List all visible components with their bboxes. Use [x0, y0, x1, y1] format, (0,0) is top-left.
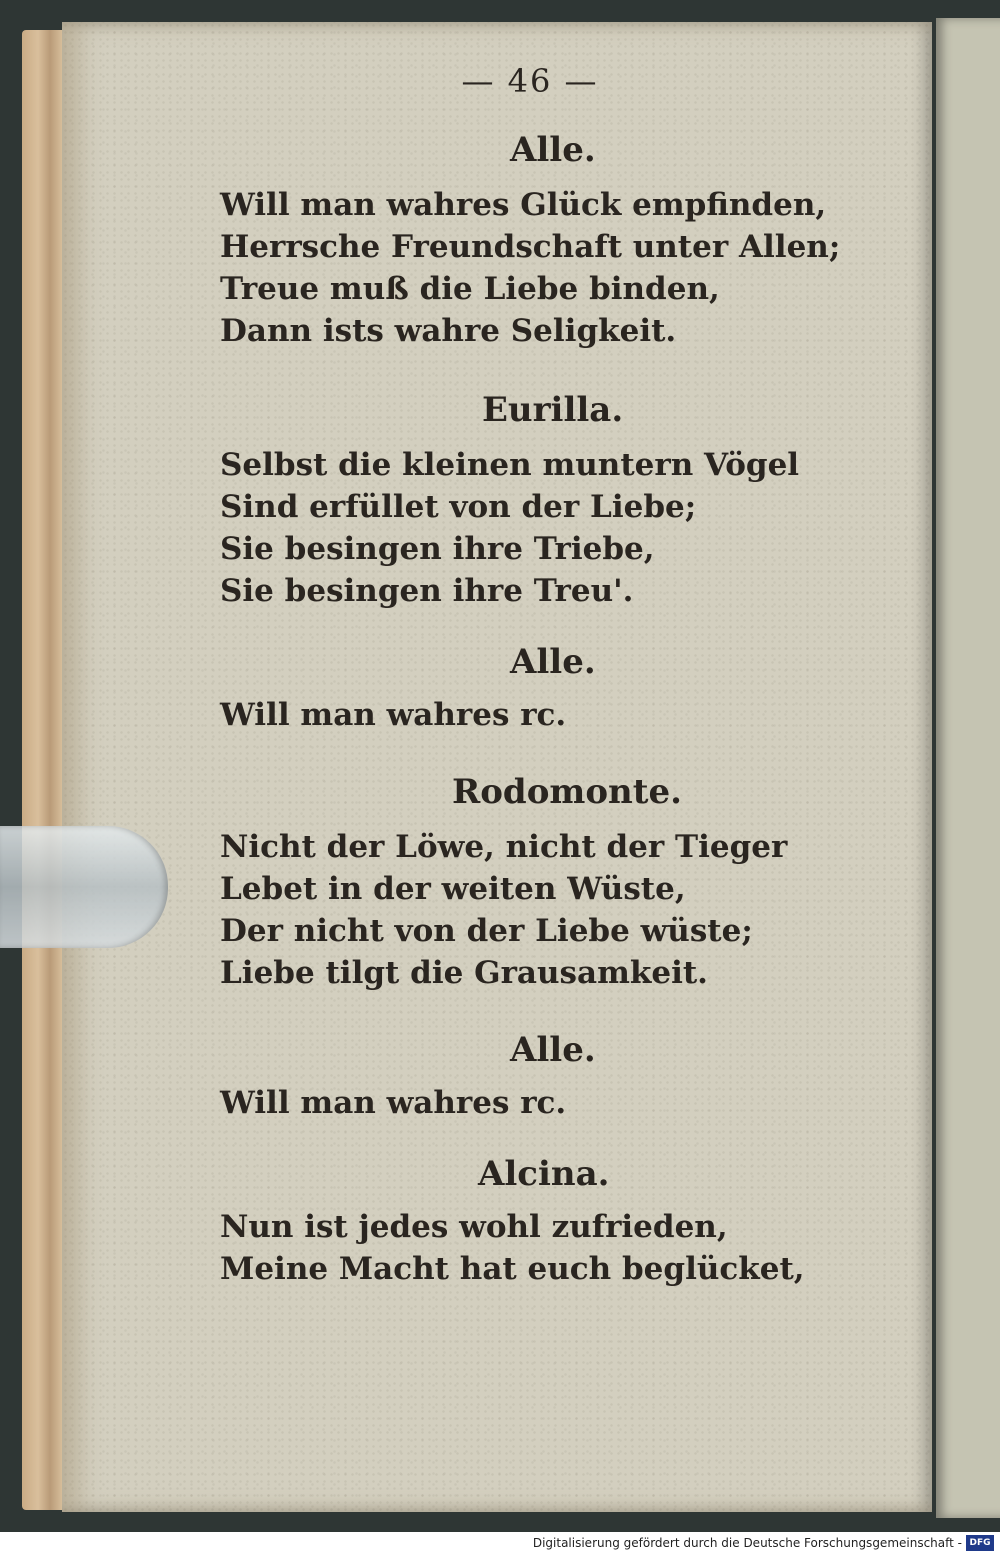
page-clip: [0, 826, 168, 948]
speaker-name: Alle.: [510, 1030, 596, 1070]
verse-line: Sie besingen ihre Treu'.: [220, 573, 634, 609]
speaker-name: Rodomonte.: [452, 772, 682, 812]
verse: [220, 1206, 840, 1290]
verse: [220, 444, 840, 612]
footer-bar: [0, 1532, 1000, 1558]
verse: [220, 1082, 840, 1124]
verse-line: Lebet in der weiten Wüste,: [220, 871, 686, 907]
page-number: — 46 —: [461, 62, 599, 100]
speaker-name: Alle.: [510, 642, 596, 682]
verse-line: Treue muß die Liebe binden,: [220, 271, 720, 307]
verse-line: Der nicht von der Liebe wüste;: [220, 913, 753, 949]
verse: [220, 184, 840, 352]
facing-page: [936, 18, 1000, 1518]
verse-line: Will man wahres Glück empfinden,: [220, 187, 827, 223]
verse: [220, 826, 840, 994]
verse-line: Will man wahres rc.: [220, 1085, 567, 1121]
dfg-logo: DFG: [966, 1535, 994, 1551]
verse-line: Nun ist jedes wohl zufrieden,: [220, 1209, 728, 1245]
speaker-name: Eurilla.: [482, 390, 624, 430]
verse-line: Sind erfüllet von der Liebe;: [220, 489, 697, 525]
verse-line: Will man wahres rc.: [220, 697, 567, 733]
verse-line: Dann ists wahre Seligkeit.: [220, 313, 677, 349]
footer-credit: Digitalisierung gefördert durch die Deutsche Forschungsgemeinschaft -: [532, 1536, 962, 1550]
verse-line: Liebe tilgt die Grausamkeit.: [220, 955, 708, 991]
verse-line: Selbst die kleinen muntern Vögel: [220, 447, 800, 483]
verse-line: Meine Macht hat euch beglücket,: [220, 1251, 805, 1287]
verse-line: Sie besingen ihre Triebe,: [220, 531, 655, 567]
speaker-name: Alcina.: [478, 1154, 610, 1194]
verse-line: Herrsche Freundschaft unter Allen;: [220, 229, 841, 265]
verse-line: Nicht der Löwe, nicht der Tieger: [220, 829, 788, 865]
speaker-name: Alle.: [510, 130, 596, 170]
verse: [220, 694, 840, 736]
